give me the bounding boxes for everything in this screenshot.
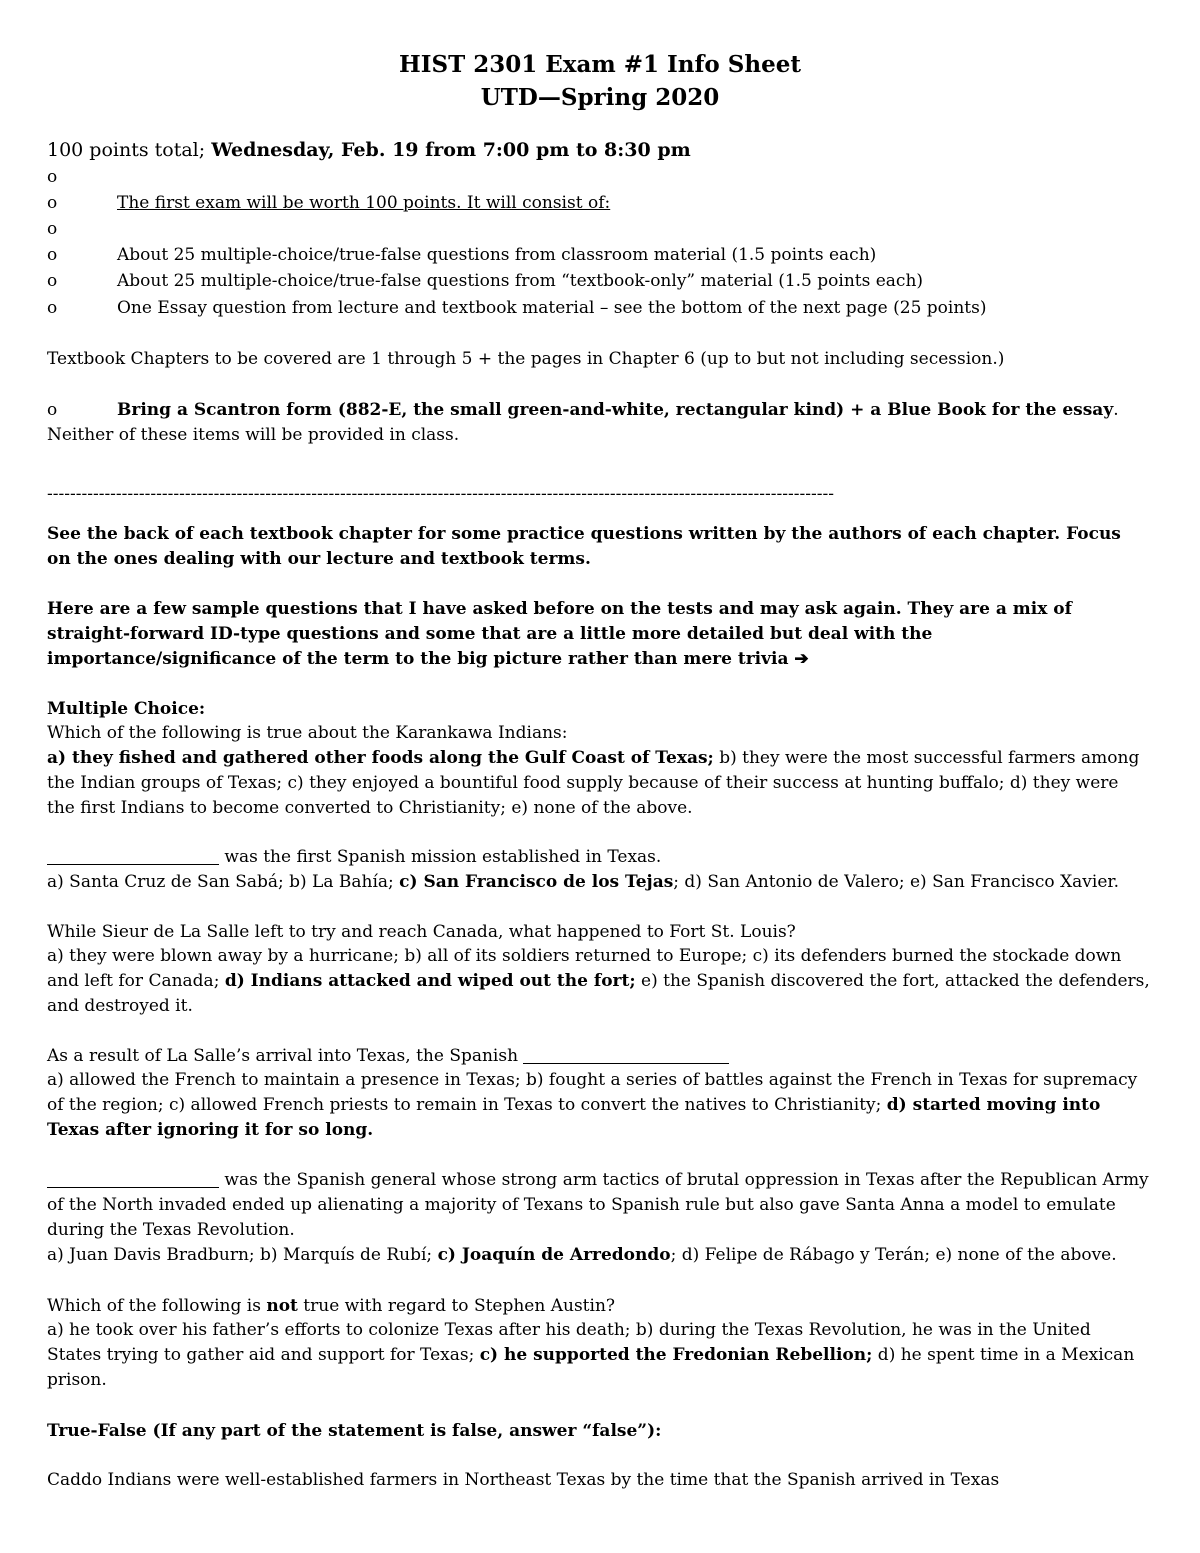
mc-q5-stem: was the Spanish general whose strong arm tactics of brutal oppression in Texas after the Republican Army of the North invaded ended up alienating a majority of Texans to Spanish rule but also gave Santa Anna a model to emulate during the Texas Revolution. [47, 1170, 1149, 1240]
mc-q3-post: e) the Spanish discovered the fort, attacked the defenders, and destroyed it. [47, 971, 1150, 1016]
answer-blank [47, 847, 219, 865]
mc-q6-stem-pre: Which of the following is [47, 1296, 267, 1316]
bullet-marker: o [47, 245, 58, 265]
bullet-marker: o [47, 298, 58, 318]
page-title: HIST 2301 Exam #1 Info Sheet [399, 51, 801, 78]
bullet-marker: o [47, 271, 58, 291]
mc-q4-pre: a) allowed the French to maintain a presence in Texas; b) fought a series of battles against the French in Texas for supremacy of the region; c) allowed French priests to remain in Texas to convert the natives to Christianity; [47, 1070, 1138, 1115]
supplies-line [117, 398, 1150, 423]
divider-line: ----------------------------------------------------------------------------------------------------------------------------------------- [47, 484, 834, 504]
mc-q6-post: d) he spent time in a Mexican prison. [47, 1345, 1135, 1390]
tf-q1: Caddo Indians were well-established farmers in Northeast Texas by the time that the Spanish arrived in Texas [47, 1470, 1000, 1490]
mc-q5-post: ; d) Felipe de Rábago y Terán; e) none of the above. [670, 1245, 1117, 1265]
bullet-marker: o [47, 167, 58, 187]
bullet-marker: o [47, 193, 58, 213]
chapters-covered: Textbook Chapters to be covered are 1 through 5 + the pages in Chapter 6 (up to but not including secession.) [47, 349, 1005, 369]
mc-q2-options [47, 870, 1150, 895]
mc-q2-stem: was the first Spanish mission established in Texas. [219, 847, 662, 867]
sample-note [47, 597, 1150, 672]
supplies-period: . [1113, 400, 1119, 420]
structure-item-2: About 25 multiple-choice/true-false questions from “textbook-only” material (1.5 points each) [117, 271, 924, 291]
exam-datetime: Wednesday, Feb. 19 from 7:00 pm to 8:30 pm [211, 139, 691, 161]
mc-q6-answer: c) he supported the Fredonian Rebellion; [479, 1345, 873, 1365]
mc-q5-answer: c) Joaquín de Arredondo [437, 1245, 671, 1265]
mc-q4-stem: As a result of La Salle’s arrival into Texas, the Spanish [47, 1046, 524, 1066]
tf-heading: True-False (If any part of the statement is false, answer “false”): [47, 1421, 662, 1441]
mc-q1-answer: a) they fished and gathered other foods along the Gulf Coast of Texas; [47, 748, 714, 768]
right-arrow-icon: ➔ [794, 649, 809, 669]
mc-q6-stem-not: not [266, 1296, 298, 1316]
points-total: 100 points total; [47, 139, 212, 161]
answer-blank [47, 1170, 219, 1188]
bullet-marker: o [47, 219, 58, 239]
mc-q6-options [47, 1318, 1150, 1393]
mc-q6-stem [47, 1294, 1150, 1319]
mc-q5-options [47, 1243, 1150, 1268]
mc-q1-stem: Which of the following is true about the Karankawa Indians: [47, 723, 568, 743]
mc-q2-stem-line [47, 845, 1150, 870]
mc-q3-answer: d) Indians attacked and wiped out the fort; [224, 971, 636, 991]
mc-q4-answer: d) started moving into Texas after ignoring it for so long. [47, 1095, 1101, 1140]
sample-note-text: Here are a few sample questions that I have asked before on the tests and may ask again. They are a mix of straight-forward ID-type questions and some that are a little more detailed but deal with the importance/significance of the term to the big picture rather than mere trivia [47, 599, 1072, 669]
mc-q5-pre: a) Juan Davis Bradburn; b) Marquís de Rubí; [47, 1245, 438, 1265]
mc-q1-rest: b) they were the most successful farmers among the Indian groups of Texas; c) they enjoyed a bountiful food supply because of their success at hunting buffalo; d) they were the first Indians to become converted to Christianity; e) none of the above. [47, 748, 1140, 818]
mc-q4-options [47, 1068, 1150, 1143]
supplies-bold: Bring a Scantron form (882-E, the small green-and-white, rectangular kind) + a Blue Book for the essay [117, 400, 1114, 420]
mc-q6-stem-post: true with regard to Stephen Austin? [297, 1296, 616, 1316]
exam-structure-heading: The first exam will be worth 100 points. It will consist of: [117, 193, 611, 213]
structure-item-1: About 25 multiple-choice/true-false questions from classroom material (1.5 points each) [117, 245, 877, 265]
mc-q2-post: ; d) San Antonio de Valero; e) San Francisco Xavier. [673, 872, 1120, 892]
mc-q3-pre: a) they were blown away by a hurricane; b) all of its soldiers returned to Europe; c) its defenders burned the stockade down and left for Canada; [47, 946, 1122, 991]
mc-q6-pre: a) he took over his father’s efforts to colonize Texas after his death; b) during the Texas Revolution, he was in the United States trying to gather aid and support for Texas; [47, 1320, 1091, 1365]
answer-blank [523, 1046, 729, 1064]
practice-note: See the back of each textbook chapter for some practice questions written by the authors of each chapter. Focus on the ones dealing with our lecture and textbook terms. [47, 524, 1121, 569]
mc-heading: Multiple Choice: [47, 699, 206, 719]
mc-q2-answer: c) San Francisco de los Tejas [399, 872, 674, 892]
mc-q2-pre: a) Santa Cruz de San Sabá; b) La Bahía; [47, 872, 400, 892]
mc-q5-stem-line [47, 1168, 1150, 1243]
mc-q3-options [47, 944, 1150, 1019]
mc-q4-stem-line [47, 1044, 1150, 1069]
mc-q3-stem: While Sieur de La Salle left to try and reach Canada, what happened to Fort St. Louis? [47, 922, 796, 942]
bullet-marker: o [47, 400, 58, 420]
supplies-note: Neither of these items will be provided in class. [47, 425, 460, 445]
structure-item-3: One Essay question from lecture and textbook material – see the bottom of the next page (25 points) [117, 298, 987, 318]
page-subtitle: UTD—Spring 2020 [480, 84, 720, 111]
mc-q1-options [47, 746, 1150, 821]
exam-intro [47, 137, 1150, 164]
